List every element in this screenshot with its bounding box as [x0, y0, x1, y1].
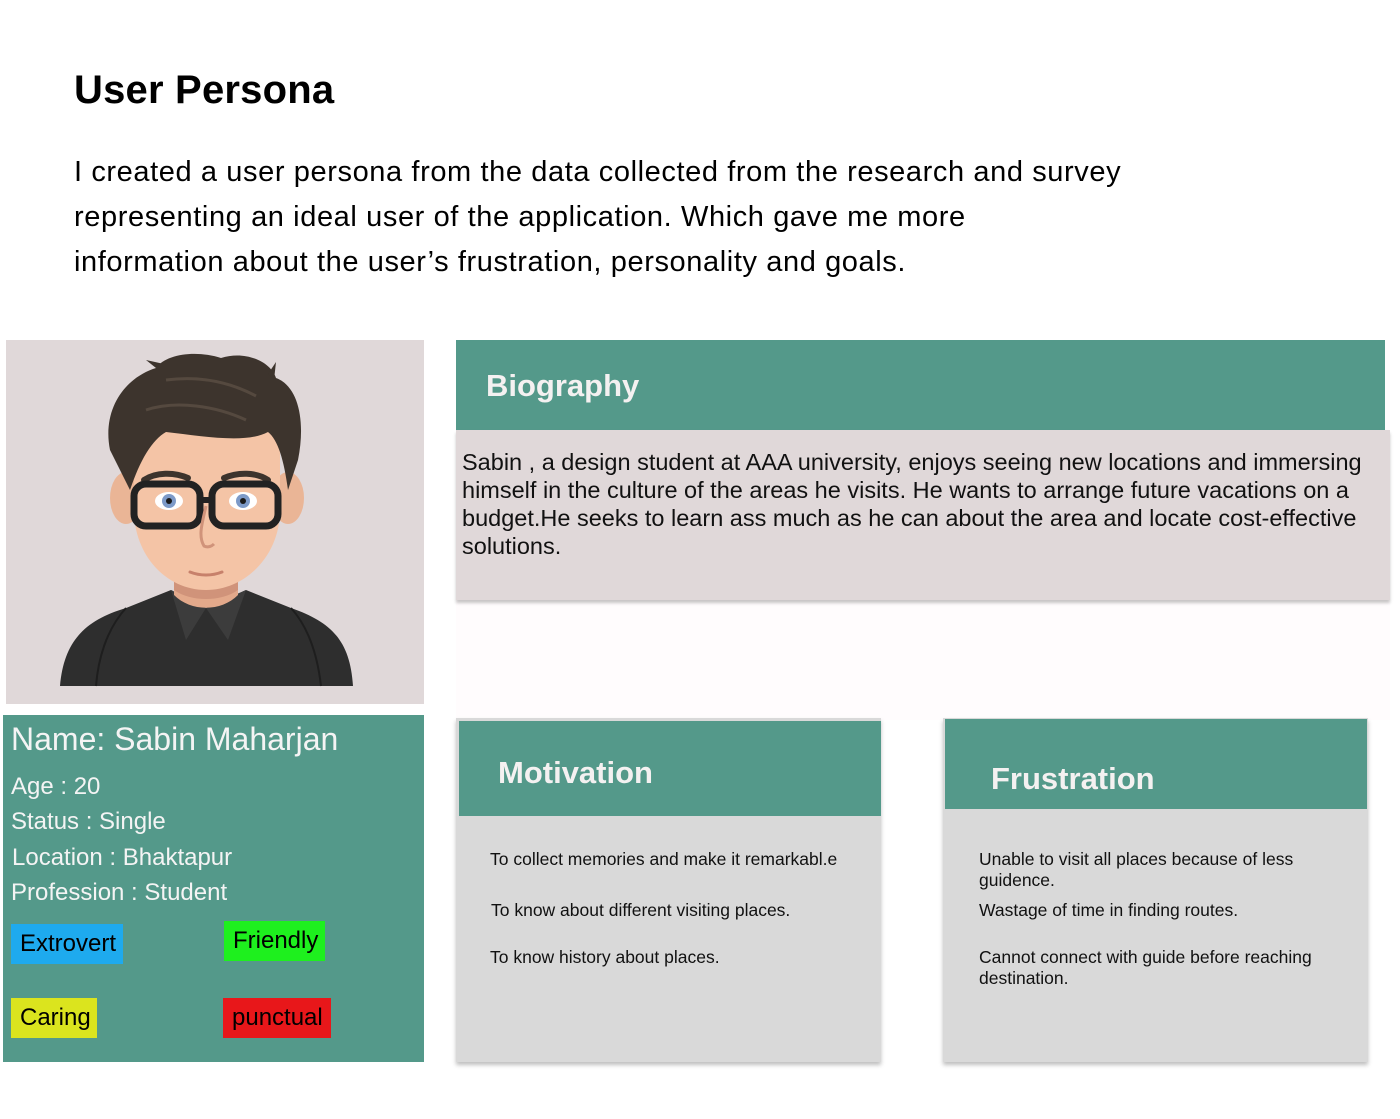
- trait-tag-punctual: punctual: [223, 998, 331, 1038]
- intro-line: information about the user’s frustration, personality and goals.: [74, 246, 907, 278]
- intro-paragraph: [74, 150, 1194, 285]
- frustration-header: [945, 719, 1367, 809]
- motivation-heading: Motivation: [498, 755, 653, 790]
- profile-profession: Profession : Student: [11, 879, 228, 906]
- avatar-illustration: [6, 340, 424, 704]
- biography-text: Sabin , a design student at AAA university, enjoys seeing new locations and immersing himself in the culture of the areas he visits. He wants to arrange future vacations on a budget.He seeks to learn ass much as he can about the area and locate cost-effective solutions.: [462, 449, 1362, 559]
- frustration-heading: Frustration: [991, 761, 1155, 796]
- profile-age: Age : 20: [11, 773, 101, 800]
- profile-location: Location : Bhaktapur: [12, 844, 233, 871]
- trait-tag-extrovert: Extrovert: [11, 924, 123, 964]
- page-title: User Persona: [74, 68, 335, 112]
- frustration-item: Cannot connect with guide before reaching destination.: [979, 947, 1312, 988]
- intro-line: representing an ideal user of the application. Which gave me more: [74, 201, 966, 233]
- profile-status: Status : Single: [11, 808, 166, 835]
- intro-line: I created a user persona from the data collected from the research and survey: [74, 156, 1122, 188]
- motivation-item: To collect memories and make it remarkabl.e: [490, 849, 838, 869]
- frustration-item: Unable to visit all places because of less guidence.: [979, 849, 1294, 890]
- frustration-card: [943, 718, 1368, 1062]
- trait-tag-friendly: Friendly: [224, 921, 325, 961]
- motivation-card: [456, 718, 881, 1062]
- motivation-header: [459, 721, 881, 816]
- profile-name: Name: Sabin Maharjan: [11, 721, 339, 757]
- trait-tag-caring: Caring: [11, 998, 97, 1038]
- biography-body: [456, 430, 1390, 600]
- biography-header: [456, 340, 1385, 430]
- biography-heading: Biography: [486, 368, 640, 403]
- motivation-item: To know history about places.: [490, 947, 720, 967]
- frustration-item: Wastage of time in finding routes.: [979, 900, 1239, 920]
- motivation-item: To know about different visiting places.: [491, 900, 791, 920]
- avatar-panel: [6, 340, 424, 704]
- profile-card: [3, 715, 424, 1062]
